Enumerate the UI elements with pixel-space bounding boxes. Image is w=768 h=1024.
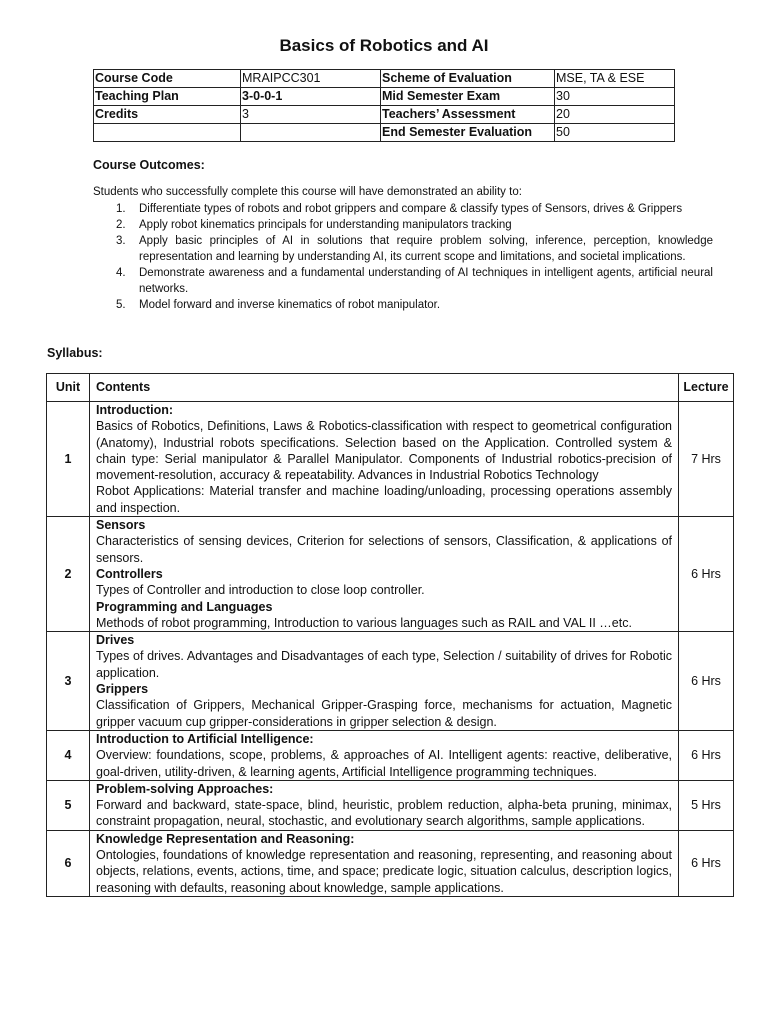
- topic-text: Basics of Robotics, Definitions, Laws & Robotics-classification with respect to geometrical configuration (Anatomy), Industrial robots specifications. Selection based on the Application. Controlled system & chain type: Serial manipulator & Parallel Manipulator. Components of Industrial robotics-precision of movement-resolution, accuracy & repeatability. Advances in Industrial Robotics Technology: [96, 419, 672, 483]
- course-outcomes-heading: Course Outcomes:: [93, 158, 205, 172]
- lecture-hours: 5 Hrs: [679, 780, 734, 830]
- topic-text: Overview: foundations, scope, problems, & approaches of AI. Intelligent agents: reactive, deliberative, goal-driven, utility-driven, & learning agents, Artificial Intelligence programming techniques.: [96, 748, 672, 779]
- unit-number: 2: [47, 517, 90, 632]
- unit-contents: [90, 780, 679, 830]
- course-outcomes-intro: Students who successfully complete this course will have demonstrated an ability to:: [93, 186, 522, 198]
- empty-cell: [241, 124, 381, 142]
- lecture-hours: 7 Hrs: [679, 402, 734, 517]
- topic-text: Characteristics of sensing devices, Criterion for selections of sensors, Classification, & applications of sensors.: [96, 534, 672, 565]
- content-block: [96, 831, 672, 896]
- table-row: [94, 106, 675, 124]
- unit-contents: [90, 402, 679, 517]
- credits-label: Credits: [94, 106, 241, 124]
- course-info-table: [93, 69, 675, 142]
- content-block: [96, 483, 672, 516]
- unit-number: 4: [47, 730, 90, 780]
- teachers-assessment-value: 20: [555, 106, 675, 124]
- table-row: [47, 730, 734, 780]
- end-sem-value: 50: [555, 124, 675, 142]
- item-text: Apply robot kinematics principals for understanding manipulators tracking: [139, 219, 512, 231]
- list-item: [93, 217, 713, 233]
- item-number: 2.: [116, 219, 126, 231]
- end-sem-label: End Semester Evaluation: [381, 124, 555, 142]
- list-item: [93, 201, 713, 217]
- empty-cell: [94, 124, 241, 142]
- content-block: [96, 599, 672, 632]
- topic-heading: Introduction:: [96, 403, 174, 417]
- item-text: Apply basic principles of AI in solutions that require problem solving, inference, perception, knowledge representation and learning by understanding AI, its current scope and limitations, and societal implications.: [139, 235, 713, 263]
- table-row: [47, 780, 734, 830]
- lecture-header: Lecture: [679, 374, 734, 402]
- topic-text: Robot Applications: Material transfer and machine loading/unloading, processing operations assembly and inspection.: [96, 484, 672, 515]
- lecture-hours: 6 Hrs: [679, 632, 734, 731]
- topic-heading: Knowledge Representation and Reasoning:: [96, 831, 355, 846]
- table-row: [94, 70, 675, 88]
- unit-number: 1: [47, 402, 90, 517]
- list-item: [93, 297, 713, 313]
- unit-number: 3: [47, 632, 90, 731]
- table-header-row: [47, 374, 734, 402]
- topic-heading: Controllers: [96, 566, 163, 581]
- content-block: [96, 632, 672, 681]
- unit-number: 6: [47, 830, 90, 896]
- topic-text: Forward and backward, state-space, blind, heuristic, problem reduction, alpha-beta pruning, minimax, constraint propagation, neural, stochastic, and evolutionary search algorithms, sample applications.: [96, 798, 672, 829]
- credits-value: 3: [241, 106, 381, 124]
- topic-heading: Drives: [96, 633, 135, 648]
- content-block: [96, 402, 672, 483]
- topic-text: Methods of robot programming, Introduction to various languages such as RAIL and VAL II …etc.: [96, 615, 632, 630]
- topic-heading: Programming and Languages: [96, 599, 273, 614]
- content-block: [96, 731, 672, 780]
- table-row: [94, 124, 675, 142]
- topic-heading: Grippers: [96, 682, 149, 697]
- mid-sem-label: Mid Semester Exam: [381, 88, 555, 106]
- teaching-plan-value: 3-0-0-1: [241, 88, 381, 106]
- unit-contents: [90, 632, 679, 731]
- course-code-label: Course Code: [94, 70, 241, 88]
- item-number: 4.: [116, 267, 126, 279]
- list-item: [93, 265, 713, 297]
- item-number: 5.: [116, 299, 126, 311]
- course-code-value: MRAIPCC301: [241, 70, 381, 88]
- content-block: [96, 681, 672, 730]
- lecture-hours: 6 Hrs: [679, 730, 734, 780]
- topic-text: Classification of Grippers, Mechanical Gripper-Grasping force, mechanisms for actuation, Magnetic gripper vacuum cup gripper-considerations in gripper selection & design.: [96, 698, 672, 729]
- item-number: 1.: [116, 203, 126, 215]
- scheme-label: Scheme of Evaluation: [381, 70, 555, 88]
- item-text: Model forward and inverse kinematics of robot manipulator.: [139, 299, 441, 311]
- item-text: Differentiate types of robots and robot grippers and compare & classify types of Sensors, drives & Grippers: [139, 203, 683, 215]
- unit-contents: [90, 517, 679, 632]
- syllabus-body: [47, 402, 734, 897]
- mid-sem-value: 30: [555, 88, 675, 106]
- table-row: [47, 517, 734, 632]
- syllabus-table: [46, 373, 734, 897]
- content-block: [96, 566, 672, 599]
- topic-heading: Introduction to Artificial Intelligence:: [96, 731, 314, 746]
- table-row: [47, 402, 734, 517]
- content-block: [96, 517, 672, 566]
- item-text: Demonstrate awareness and a fundamental understanding of AI techniques in intelligent agents, artificial neural networks.: [139, 267, 713, 295]
- content-block: [96, 781, 672, 830]
- unit-contents: [90, 730, 679, 780]
- topic-text: Types of Controller and introduction to close loop controller.: [96, 583, 425, 598]
- table-row: [47, 632, 734, 731]
- course-outcomes-list: [93, 201, 713, 313]
- page-title: Basics of Robotics and AI: [279, 36, 489, 55]
- list-item: [93, 233, 713, 265]
- contents-header: Contents: [90, 374, 679, 402]
- lecture-hours: 6 Hrs: [679, 517, 734, 632]
- syllabus-heading: Syllabus:: [47, 346, 103, 360]
- topic-heading: Sensors: [96, 518, 146, 533]
- item-number: 3.: [116, 235, 126, 247]
- unit-header: Unit: [47, 374, 90, 402]
- teachers-assessment-label: Teachers’ Assessment: [381, 106, 555, 124]
- topic-text: Types of drives. Advantages and Disadvantages of each type, Selection / suitability of drives for Robotic application.: [96, 649, 672, 680]
- table-row: [47, 830, 734, 896]
- topic-heading: Problem-solving Approaches:: [96, 781, 274, 796]
- lecture-hours: 6 Hrs: [679, 830, 734, 896]
- table-row: [94, 88, 675, 106]
- topic-text: Ontologies, foundations of knowledge representation and reasoning, representing, and reasoning about objects, relations, events, actions, time, and space; predicate logic, situation calculus, description logics, reasoning with defaults, reasoning about knowledge, sample applications.: [96, 848, 672, 895]
- teaching-plan-label: Teaching Plan: [94, 88, 241, 106]
- unit-number: 5: [47, 780, 90, 830]
- scheme-value: MSE, TA & ESE: [555, 70, 675, 88]
- unit-contents: [90, 830, 679, 896]
